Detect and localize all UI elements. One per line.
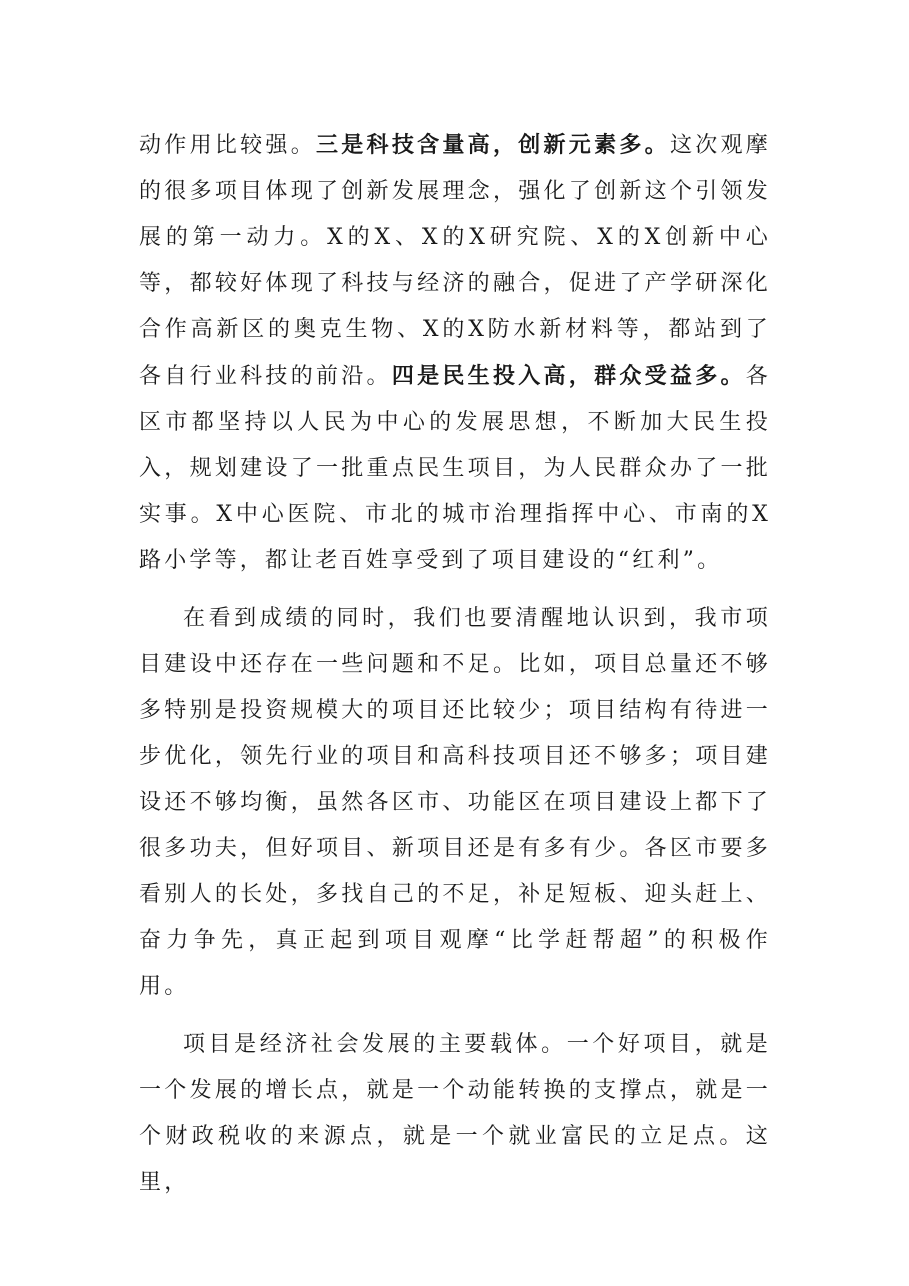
paragraph-1-text-3: 各区市都坚持以人民为中心的发展思想，不断加大民生投入，规划建设了一批重点民生项目，为人民群众办了一批实事。X中心医院、市北的城市治理指挥中心、市南的X路小学等，都让老百姓享受到了项目建设的“红利”。 bbox=[139, 364, 771, 573]
paragraph-1-text-1: 动作用比较强。 bbox=[139, 133, 316, 158]
paragraph-3-text: 项目是经济社会发展的主要载体。一个好项目，就是一个发展的增长点，就是一个动能转换的支撑点，就是一个财政税收的来源点，就是一个就业富民的立足点。这里， bbox=[139, 1032, 771, 1195]
paragraph-3 bbox=[139, 1022, 771, 1206]
document-body bbox=[139, 122, 771, 1206]
paragraph-1-text-2: 这次观摩的很多项目体现了创新发展理念，强化了创新这个引领发展的第一动力。X的X、X的X研究院、X的X创新中心等，都较好体现了科技与经济的融合，促进了产学研深化合作高新区的奥克生物、X的X防水新材料等，都站到了各自行业科技的前沿。 bbox=[139, 133, 771, 389]
paragraph-1-heading-3: 三是科技含量高，创新元素多。 bbox=[315, 132, 670, 158]
paragraph-1 bbox=[139, 122, 771, 584]
paragraph-1-heading-4: 四是民生投入高，群众受益多。 bbox=[391, 363, 746, 389]
paragraph-2 bbox=[139, 596, 771, 1010]
paragraph-2-text: 在看到成绩的同时，我们也要清醒地认识到，我市项目建设中还存在一些问题和不足。比如，项目总量还不够多特别是投资规模大的项目还比较少；项目结构有待进一步优化，领先行业的项目和高科技项目还不够多；项目建设还不够均衡，虽然各区市、功能区在项目建设上都下了很多功夫，但好项目、新项目还是有多有少。各区市要多看别人的长处，多找自己的不足，补足短板、迎头赶上、奋力争先，真正起到项目观摩“比学赶帮超”的积极作用。 bbox=[139, 606, 771, 999]
